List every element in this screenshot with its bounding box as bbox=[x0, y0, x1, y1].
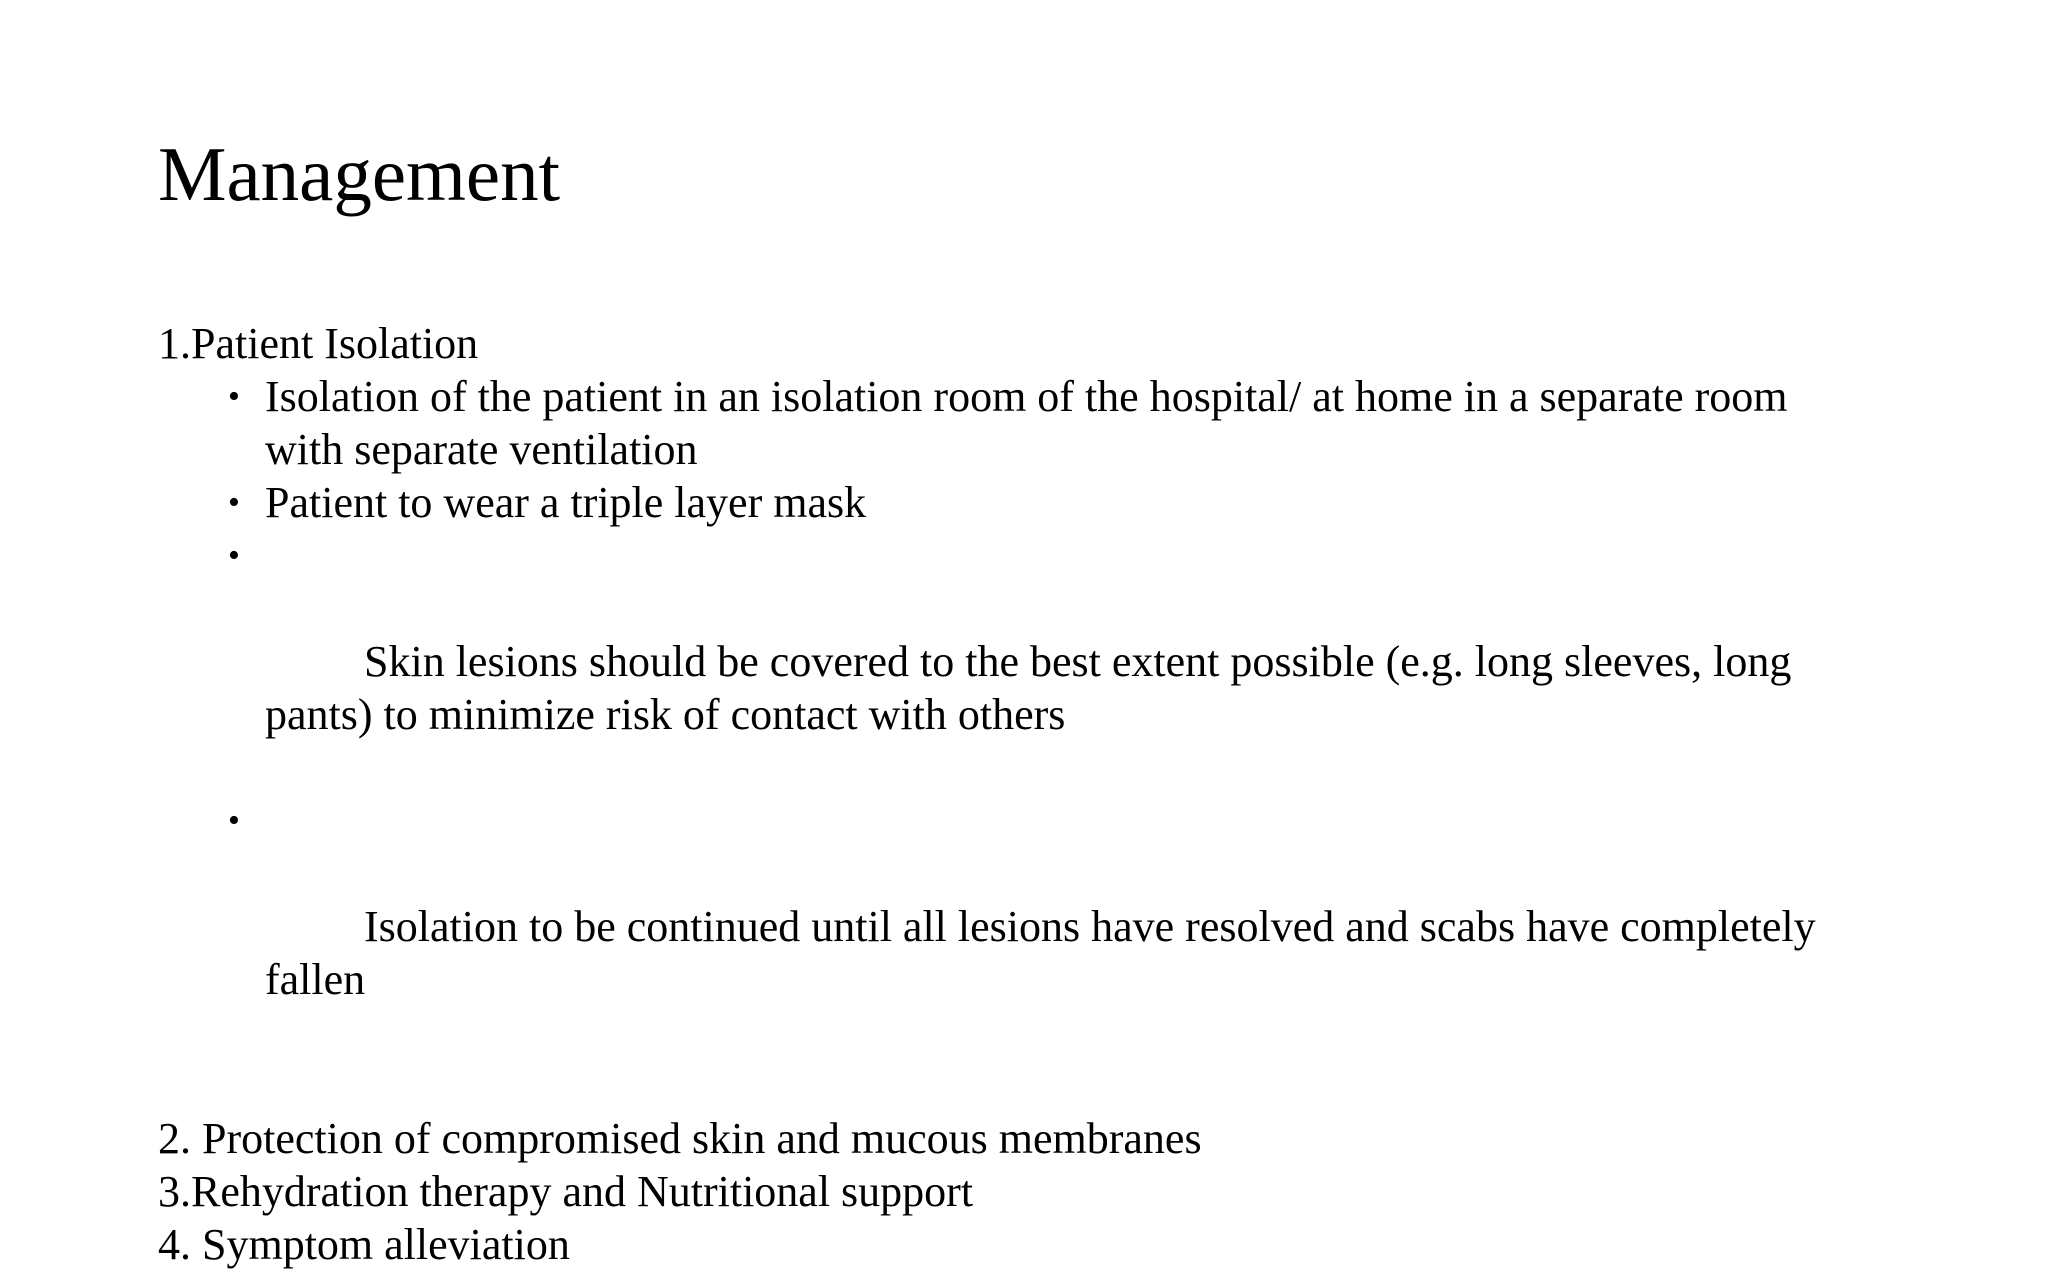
bullet-item bbox=[158, 476, 1825, 529]
bullet-list bbox=[158, 370, 1898, 1059]
bullet-text: Isolation of the patient in an isolation room of the hospital/ at home in a separate room with separate ventilation bbox=[265, 372, 1788, 474]
bullet-text: Isolation to be continued until all lesions have resolved and scabs have completely fallen bbox=[265, 902, 1827, 1004]
bullet-dot-icon: • bbox=[228, 537, 240, 574]
list-item-protection: 2. Protection of compromised skin and mucous membranes bbox=[158, 1114, 1202, 1163]
slide-body bbox=[158, 317, 1898, 1271]
bullet-dot-icon: • bbox=[228, 802, 240, 839]
bullet-text: Skin lesions should be covered to the best extent possible (e.g. long sleeves, long pants) to minimize risk of contact with others bbox=[265, 637, 1803, 739]
section-heading-patient-isolation: 1.Patient Isolation bbox=[158, 319, 479, 368]
bullet-dot-icon: • bbox=[228, 378, 240, 415]
bullet-item bbox=[158, 794, 1825, 1059]
list-item-rehydration: 3.Rehydration therapy and Nutritional support bbox=[158, 1167, 974, 1216]
bullet-item bbox=[158, 529, 1825, 794]
bullet-dot-icon: • bbox=[228, 484, 240, 521]
list-item-symptom-alleviation: 4. Symptom alleviation bbox=[158, 1220, 570, 1269]
bullet-item bbox=[158, 370, 1825, 476]
slide-title: Management bbox=[158, 131, 560, 217]
bullet-text: Patient to wear a triple layer mask bbox=[265, 478, 867, 527]
spacer bbox=[158, 1059, 1898, 1112]
